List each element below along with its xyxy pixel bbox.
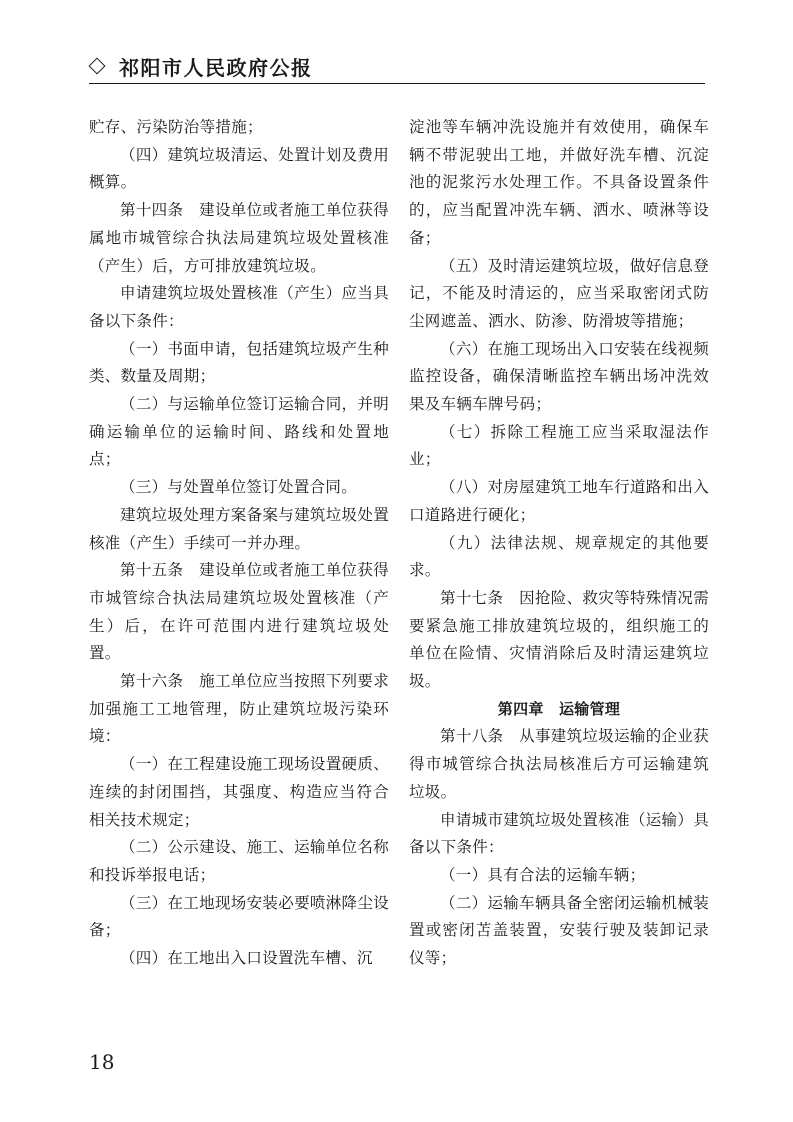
right-column [409,114,709,973]
list-item: （二）运输车辆具备全密闭运输机械装置或密闭苫盖装置，安装行驶及装卸记录仪等； [409,893,709,968]
page-header [89,55,705,85]
paragraph: 贮存、污染防治等措施； [89,118,263,136]
list-item: （四）在工地出入口设置洗车槽、沉 [120,949,373,968]
article-paragraph: 第十六条 施工单位应当按照下列要求加强施工工地管理，防止建筑垃圾污染环境： [89,672,389,746]
list-item: （七）拆除工程施工应当采取湿法作业； [409,422,709,469]
list-item: （二）公示建设、施工、运输单位名称和投诉举报电话； [89,838,389,884]
paragraph: （四）建筑垃圾清运、处置计划及费用概算。 [89,145,389,192]
list-item: （三）在工地现场安装必要喷淋降尘设备； [89,893,389,940]
article-paragraph: 第十八条 从事建筑垃圾运输的企业获得市城管综合执法局核准后方可运输建筑垃圾。 [409,727,709,801]
chapter-heading: 第四章 运输管理 [497,699,621,718]
article-paragraph: 第十七条 因抢险、救灾等特殊情况需要紧急施工排放建筑垃圾的，组织施工的单位在险情、灾情消除后及时清运建筑垃圾。 [409,588,709,691]
article-paragraph: 第十四条 建设单位或者施工单位获得属地市城管综合执法局建筑垃圾处置核准（产生）后，方可排放建筑垃圾。 [89,201,389,275]
list-item: （二）与运输单位签订运输合同，并明确运输单位的运输时间、路线和处置地点； [89,395,389,469]
left-column [89,114,389,973]
publication-title: 祁阳市人民政府公报 [119,56,313,80]
article-paragraph: 第十五条 建设单位或者施工单位获得市城管综合执法局建筑垃圾处置核准（产生）后，在许可范围内进行建筑垃圾处置。 [89,561,389,663]
paragraph: 建筑垃圾处理方案备案与建筑垃圾处置核准（产生）手续可一并办理。 [89,505,389,552]
list-item: （一）书面申请，包括建筑垃圾产生种类、数量及周期； [89,339,389,386]
page-number: 18 [89,1050,115,1074]
list-item: （五）及时清运建筑垃圾，做好信息登记，不能及时清运的，应当采取密闭式防尘网遮盖、洒水、防渗、防滑坡等措施； [409,256,709,330]
list-item: （九）法律法规、规章规定的其他要求。 [409,533,709,580]
paragraph: 淀池等车辆冲洗设施并有效使用，确保车辆不带泥驶出工地，并做好洗车槽、沉淀池的泥浆污水处理工作。不具备设置条件的，应当配置冲洗车辆、洒水、喷淋等设备； [409,118,709,247]
header-rule [89,83,705,84]
list-item: （八）对房屋建筑工地车行道路和出入口道路进行硬化； [409,478,709,524]
list-item: （六）在施工现场出入口安装在线视频监控设备，确保清晰监控车辆出场冲洗效果及车辆车牌号码； [409,339,709,414]
paragraph: 申请城市建筑垃圾处置核准（运输）具备以下条件： [409,810,709,857]
list-item: （三）与处置单位签订处置合同。 [120,478,358,497]
paragraph: 申请建筑垃圾处置核准（产生）应当具备以下条件： [89,284,389,330]
list-item: （一）在工程建设施工现场设置硬质、连续的封闭围挡，其强度、构造应当符合相关技术规定； [89,755,389,829]
list-item: （一）具有合法的运输车辆； [440,865,646,884]
diamond-icon [89,58,106,75]
